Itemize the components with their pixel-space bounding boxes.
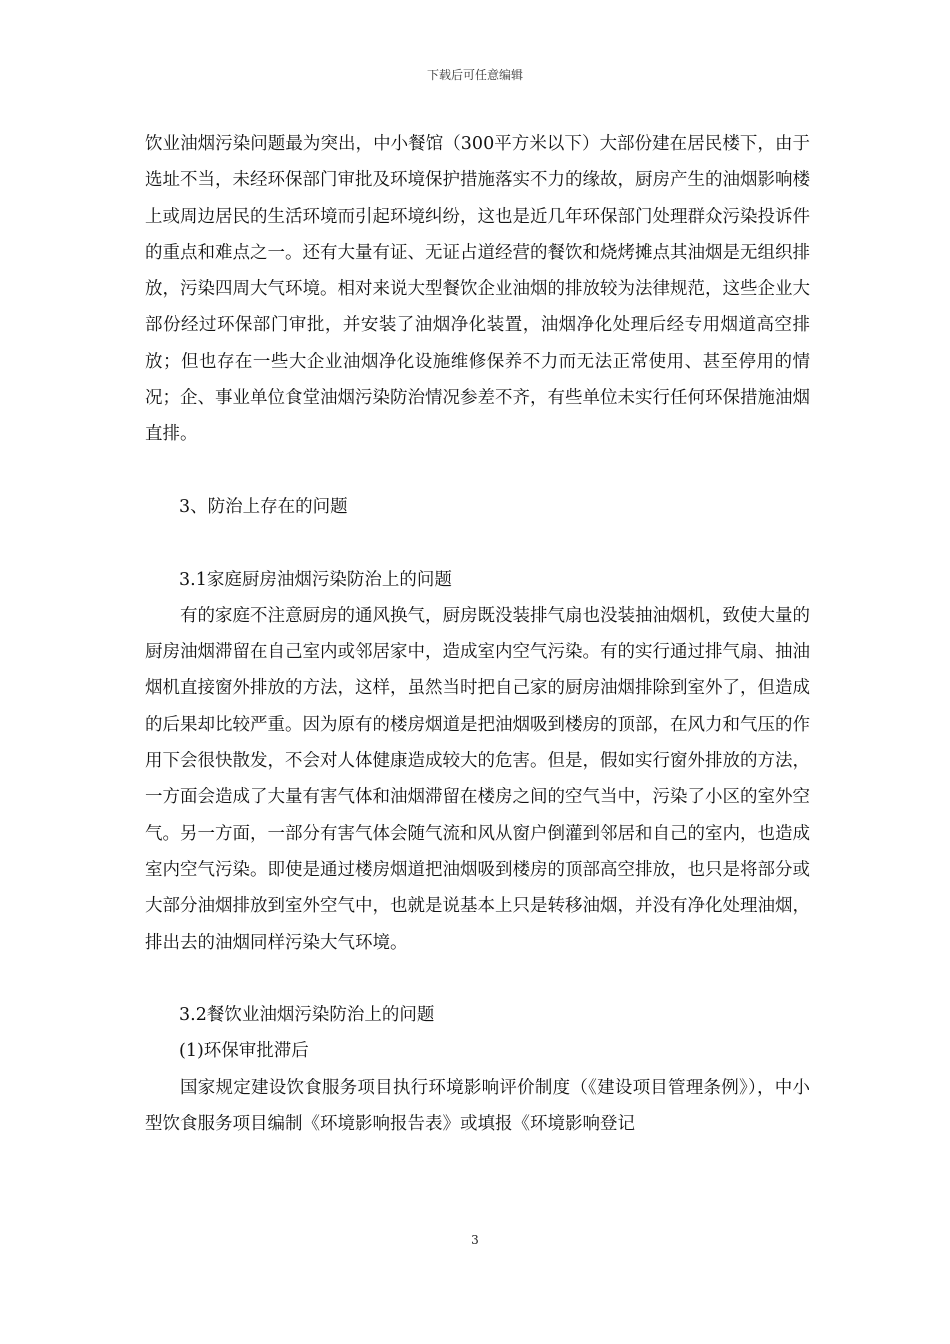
page-number: 3 — [471, 1233, 479, 1247]
page-header: 下载后可任意编辑 — [426, 68, 523, 82]
item-heading-1: (1)环保审批滞后 — [179, 1041, 309, 1062]
paragraph-intro: 饮业油烟污染问题最为突出，中小餐馆（300平方米以下）大部份建在居民楼下，由于选址不当，未经环保部门审批及环境保护措施落实不力的缘故，厨房产生的油烟影响楼上或周边居民的生活环境而引起环境纠纷，这也是近几年环保部门处理群众污染投诉件的重点和难点之一。还有大量有证、无证占道经营的餐饮和烧烤摊点其油烟是无组织排放，污染四周大气环境。相对来说大型餐饮企业油烟的排放较为法律规范，这些企业大部份经过环保部门审批，并安装了油烟净化装置，油烟净化处理后经专用烟道高空排放；但也存在一些大企业油烟净化设施维修保养不力而无法正常使用、甚至停用的情况；企、事业单位食堂油烟污染防治情况参差不齐，有些单位未实行任何环保措施油烟直排。 — [145, 134, 810, 445]
document-body — [145, 126, 810, 1142]
paragraph-approval: 国家规定建设饮食服务项目执行环境影响评价制度（《建设项目管理条例》），中小型饮食服务项目编制《环境影响报告表》或填报《环境影响登记 — [145, 1077, 810, 1135]
spacer — [145, 961, 810, 997]
spacer — [145, 453, 810, 489]
subsection-heading-3-1: 3.1家庭厨房油烟污染防治上的问题 — [179, 569, 452, 590]
section-heading-3: 3、防治上存在的问题 — [179, 496, 348, 517]
paragraph-household-kitchen: 有的家庭不注意厨房的通风换气，厨房既没装排气扇也没装抽油烟机，致使大量的厨房油烟滞留在自己室内或邻居家中，造成室内空气污染。有的实行通过排气扇、抽油烟机直接窗外排放的方法，这样，虽然当时把自己家的厨房油烟排除到室外了，但造成的后果却比较严重。因为原有的楼房烟道是把油烟吸到楼房的顶部，在风力和气压的作用下会很快散发，不会对人体健康造成较大的危害。但是，假如实行窗外排放的方法，一方面会造成了大量有害气体和油烟滞留在楼房之间的空气当中，污染了小区的室外空气。另一方面，一部分有害气体会随气流和风从窗户倒灌到邻居和自己的室内，也造成室内空气污染。即使是通过楼房烟道把油烟吸到楼房的顶部高空排放，也只是将部分或大部分油烟排放到室外空气中，也就是说基本上只是转移油烟，并没有净化处理油烟，排出去的油烟同样污染大气环境。 — [145, 605, 810, 953]
subsection-heading-3-2: 3.2餐饮业油烟污染防治上的问题 — [179, 1005, 435, 1026]
spacer — [145, 525, 810, 561]
